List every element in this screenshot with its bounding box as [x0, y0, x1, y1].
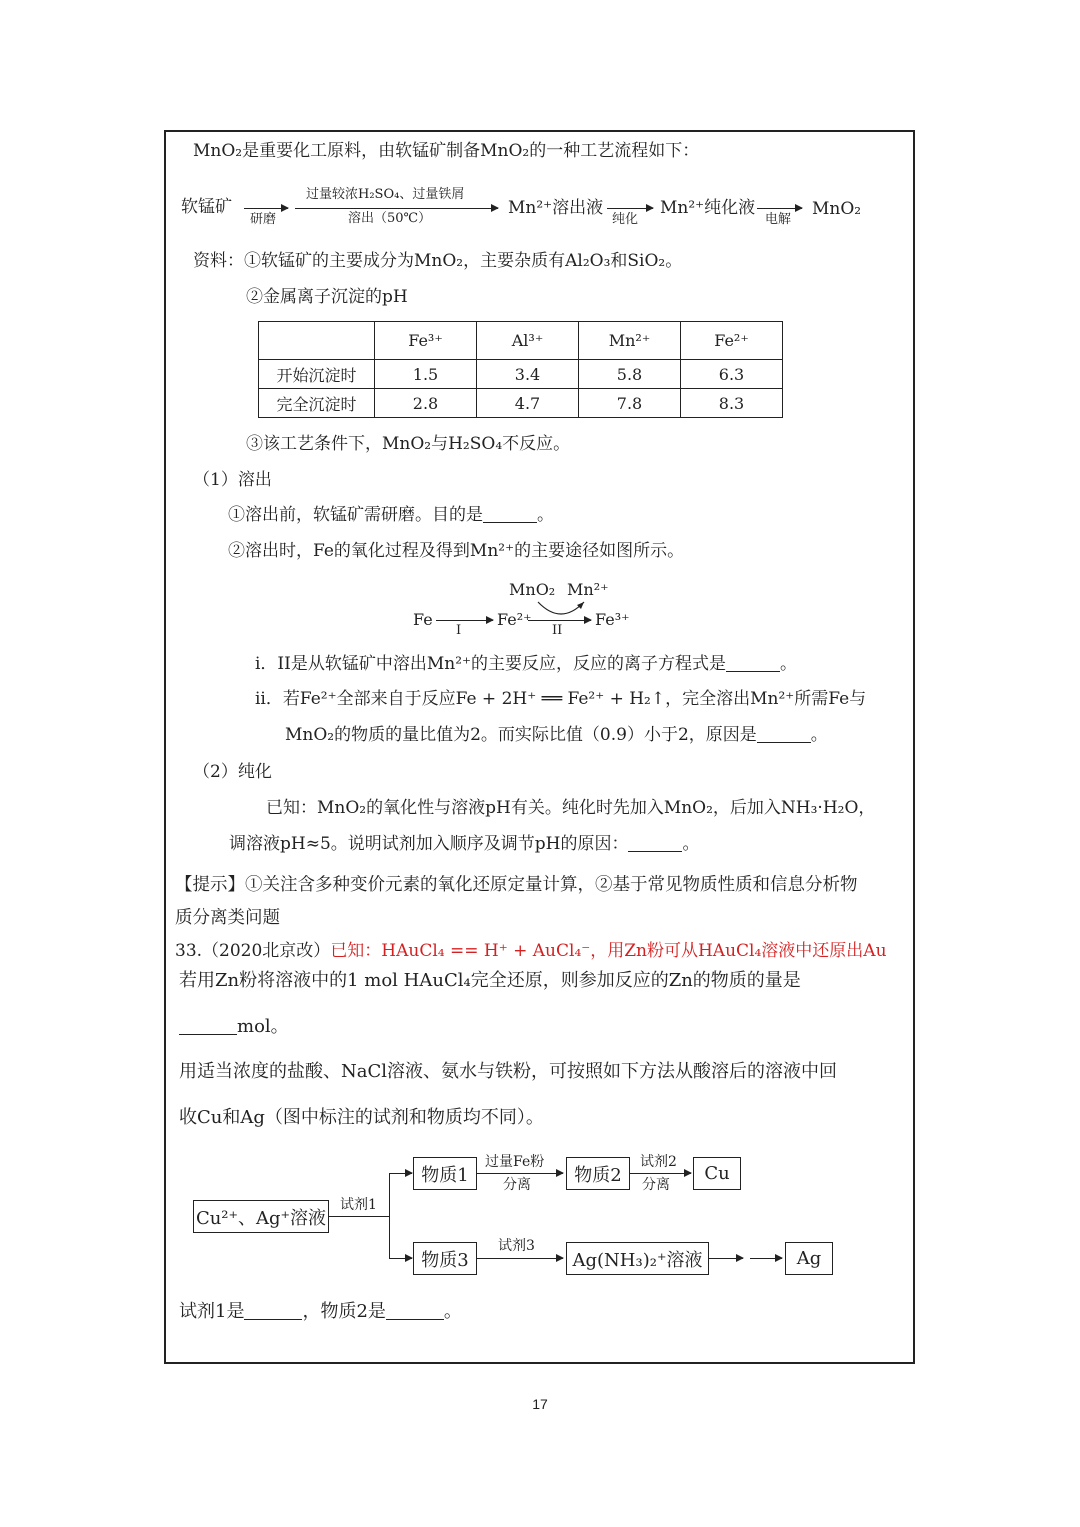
mech-curved-arrow — [534, 600, 588, 622]
flow-arrow-2 — [295, 208, 498, 209]
mech-arrow-1 — [436, 620, 493, 621]
flow-label-purify: 纯化 — [612, 212, 639, 227]
flow-arrow-1 — [244, 208, 288, 209]
sep-arrow-up — [389, 1173, 412, 1174]
mech-step-1: I — [456, 623, 462, 638]
flow-start: 软锰矿 — [181, 197, 232, 217]
table-header-cell: Al³⁺ — [477, 322, 579, 360]
q1-part2: ②溶出时，Fe的氧化过程及得到Mn²⁺的主要途径如图所示。 — [228, 541, 685, 561]
sep-arrow — [477, 1173, 563, 1174]
table-row — [259, 389, 783, 418]
flow-node-leachate: Mn²⁺溶出液 — [508, 198, 604, 218]
mech-step-2: II — [552, 623, 563, 638]
sep-label-separate-1: 分离 — [503, 1177, 531, 1193]
table-header-cell: Fe²⁺ — [681, 322, 783, 360]
table-header-cell: Mn²⁺ — [579, 322, 681, 360]
answer-blank — [757, 741, 811, 743]
hint-line2: 质分离类问题 — [175, 908, 280, 928]
q33-line1: 若用Zn粉将溶液中的1 mol HAuCl₄完全还原，则参加反应的Zn的物质的量是 — [179, 970, 801, 991]
sep-substance-1: 物质1 — [413, 1157, 477, 1190]
answer-blank — [386, 1318, 444, 1320]
q1-sub-ii-line1: ii．若Fe²⁺全部来自于反应Fe + 2H⁺ ══ Fe²⁺ + H₂↑，完全溶出Mn²⁺所需Fe与 — [255, 689, 867, 709]
q33-given-info: 已知：HAuCl₄ == H⁺ + AuCl₄⁻，用Zn粉可从HAuCl₄溶液中还原出Au — [330, 941, 887, 961]
mech-fe3: Fe³⁺ — [595, 610, 630, 629]
flow-label-electrolysis: 电解 — [765, 212, 792, 227]
q2-line2: 调溶液pH≈5。说明试剂加入顺序及调节pH的原因： 。 — [229, 834, 700, 854]
sep-ag-box: Ag — [785, 1242, 833, 1275]
flow-arrow-4 — [757, 208, 802, 209]
flow-arrow-3 — [607, 208, 653, 209]
flow-label-grind: 研磨 — [250, 212, 277, 227]
sep-ag-ammine-box: Ag(NH₃)₂⁺溶液 — [566, 1242, 709, 1275]
answer-blank — [726, 670, 780, 672]
table-header-cell — [259, 322, 375, 360]
sep-reagent-2: 试剂2 — [640, 1154, 677, 1170]
table-cell: 2.8 — [375, 389, 477, 418]
flow-label-reagent: 过量较浓H₂SO₄、过量铁屑 — [306, 187, 465, 202]
hint-line1: 【提示】①关注含多种变价元素的氧化还原定量计算，②基于常见物质性质和信息分析物 — [175, 875, 858, 895]
sep-cu-box: Cu — [693, 1157, 741, 1190]
q1-sub-ii-line2: MnO₂的物质的量比值为2。而实际比值（0.9）小于2，原因是 。 — [285, 725, 828, 745]
q1-sub-i: i．II是从软锰矿中溶出Mn²⁺的主要反应，反应的离子方程式是 。 — [255, 654, 798, 674]
q2-line1: 已知：MnO₂的氧化性与溶液pH有关。纯化时先加入MnO₂，后加入NH₃·H₂O， — [266, 798, 876, 818]
flow-end: MnO₂ — [812, 199, 862, 219]
q33-header: 33.（2020北京改）已知：HAuCl₄ == H⁺ + AuCl₄⁻，用Zn粉可从HAuCl₄溶液中还原出Au — [175, 941, 887, 961]
sep-reagent-1: 试剂1 — [340, 1197, 377, 1213]
q33-line3: 用适当浓度的盐酸、NaCl溶液、氨水与铁粉，可按照如下方法从酸溶后的溶液中回 — [179, 1061, 838, 1082]
mech-fe2: Fe²⁺ — [497, 610, 532, 629]
sep-substance-3: 物质3 — [413, 1242, 477, 1275]
q1-part1: ①溶出前，软锰矿需研磨。目的是 。 — [228, 505, 554, 525]
info-2: ②金属离子沉淀的pH — [246, 287, 408, 307]
intro-text: MnO₂是重要化工原料，由软锰矿制备MnO₂的一种工艺流程如下： — [193, 141, 700, 161]
flow-label-leach: 溶出（50℃） — [348, 211, 432, 226]
table-cell: 7.8 — [579, 389, 681, 418]
precipitation-ph-table — [258, 321, 783, 418]
sep-line — [329, 1216, 389, 1217]
sep-label-fe: 过量Fe粉 — [485, 1154, 545, 1170]
table-cell: 3.4 — [477, 360, 579, 389]
answer-blank — [244, 1318, 302, 1320]
sep-arrow — [709, 1258, 743, 1259]
sep-line — [389, 1173, 390, 1258]
answer-blank — [628, 850, 682, 852]
table-header-cell: Fe³⁺ — [375, 322, 477, 360]
sep-reagent-3: 试剂3 — [498, 1238, 535, 1254]
table-cell: 8.3 — [681, 389, 783, 418]
table-row — [259, 360, 783, 389]
sep-arrow — [750, 1258, 782, 1259]
question-frame — [164, 130, 915, 1364]
page-number: 17 — [532, 1396, 548, 1412]
mech-fe: Fe — [413, 610, 433, 629]
sep-arrow — [630, 1173, 691, 1174]
table-cell: 4.7 — [477, 389, 579, 418]
sep-arrow — [477, 1258, 563, 1259]
sep-start-box: Cu²⁺、Ag⁺溶液 — [193, 1200, 329, 1233]
q33-answer-line: 试剂1是 ，物质2是 。 — [179, 1301, 462, 1322]
answer-blank — [179, 1033, 237, 1035]
sep-arrow-down — [389, 1258, 412, 1259]
q1-title: （1）溶出 — [193, 470, 272, 490]
info-3: ③该工艺条件下，MnO₂与H₂SO₄不反应。 — [246, 434, 571, 454]
mech-mno2: MnO₂ — [509, 580, 556, 599]
sep-substance-2: 物质2 — [566, 1157, 630, 1190]
table-cell: 开始沉淀时 — [259, 360, 375, 389]
q33-line4: 收Cu和Ag（图中标注的试剂和物质均不同）。 — [179, 1107, 544, 1128]
info-1: 资料：①软锰矿的主要成分为MnO₂，主要杂质有Al₂O₃和SiO₂。 — [193, 251, 683, 271]
mech-mn2: Mn²⁺ — [567, 580, 609, 599]
table-cell: 6.3 — [681, 360, 783, 389]
answer-blank — [483, 521, 537, 523]
table-cell: 5.8 — [579, 360, 681, 389]
flow-node-purified: Mn²⁺纯化液 — [660, 198, 756, 218]
q2-title: （2）纯化 — [193, 762, 272, 782]
table-cell: 1.5 — [375, 360, 477, 389]
sep-label-separate-2: 分离 — [642, 1177, 670, 1193]
q33-line2: mol。 — [179, 1018, 289, 1036]
table-cell: 完全沉淀时 — [259, 389, 375, 418]
